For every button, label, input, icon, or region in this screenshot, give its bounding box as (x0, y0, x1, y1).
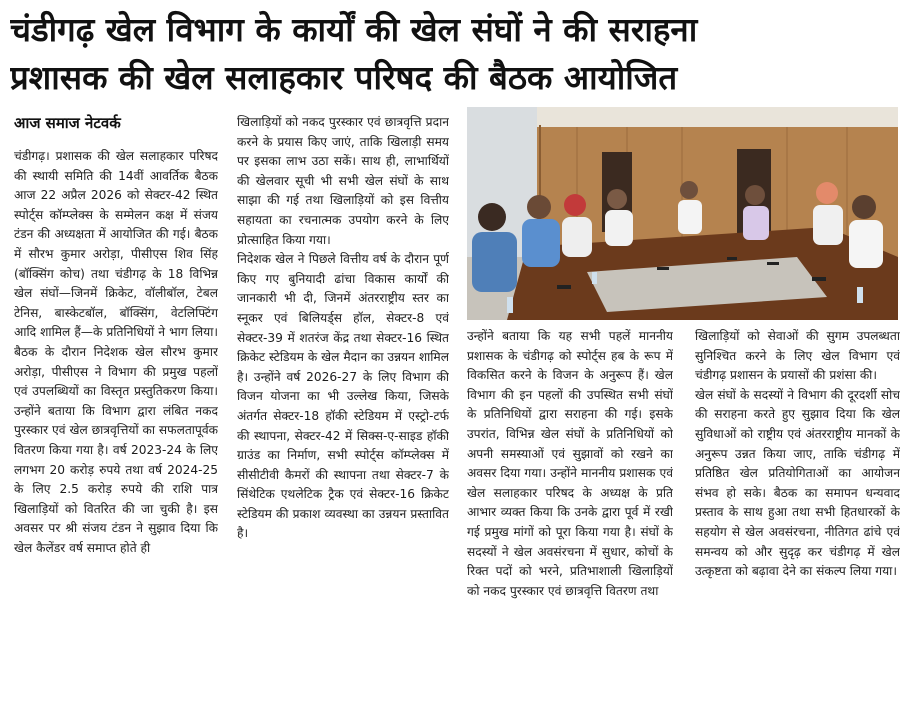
byline: आज समाज नेटवर्क (14, 114, 121, 132)
article-column-4 (695, 327, 900, 717)
article-paragraph: चंडीगढ़। प्रशासक की खेल सलाहकार परिषद की स्थायी समिति की 14वीं आवर्तिक बैठक आज 22 अप्रैल 2026 को सेक्टर-42 स्थित स्पोर्ट्स कॉम्प्लेक्स के सम्मेलन कक्ष में संजय टंडन की अध्यक्षता में आयोजित की गई। बैठक में सौरभ कुमार अरोड़ा, पीसीएस शिव सिंह (बॉक्सिंग कोच) तथा चंडीगढ़ के 18 विभिन्न खेल संघों—जिनमें क्रिकेट, वॉलीबॉल, टेबल टेनिस, बास्केटबॉल, बॉक्सिंग, वेटलिफ्टिंग आदि शामिल हैं—के प्रतिनिधियों ने भाग लिया।बैठक के दौरान निदेशक खेल सौरभ कुमार अरोड़ा, पीसीएस ने विभाग की प्रमुख पहलों एवं उपलब्धियों का विस्तृत प्रस्तुतिकरण किया। उन्होंने बताया कि विभाग द्वारा लंबित नकद पुरस्कार एवं खेल छात्रवृत्तियों का सफलतापूर्वक वितरण किया गया है। वर्ष 2023-24 के लिए लगभग 20 करोड़ रुपये तथा वर्ष 2024-25 के लिए 2.5 करोड़ रुपये की राशि पात्र खिलाड़ियों को वितरित की जा चुकी है। इस अवसर पर श्री संजय टंडन ने सुझाव दिया कि खेल कैलेंडर वर्ष समाप्त होते ही (14, 149, 218, 555)
headline-line-1: चंडीगढ़ खेल विभाग के कार्यों की खेल संघों ने की सराहना (10, 10, 698, 49)
article-paragraph: निदेशक खेल ने पिछले वित्तीय वर्ष के दौरान पूर्ण किए गए बुनियादी ढांचा विकास कार्यों की जानकारी भी दी, जिनमें अंतरराष्ट्रीय स्तर का स्नूकर एवं बिलियर्ड्स हॉल, सेक्टर-8 एवं सेक्टर-39 में शतरंज केंद्र तथा सेक्टर-16 स्थित क्रिकेट स्टेडियम के खेल मैदान का उन्नयन शामिल है। उन्होंने वर्ष 2026-27 के लिए विभाग की विजन योजना का भी उल्लेख किया, जिसके अंतर्गत सेक्टर-18 हॉकी स्टेडियम में एस्ट्रो-टर्फ की स्थापना, सेक्टर-42 में सिक्स-ए-साइड हॉकी ग्राउंड का निर्माण, सभी स्पोर्ट्स कॉम्प्लेक्स में सीसीटीवी कैमरों की स्थापना तथा सेक्टर-7 के सिंथेटिक एथलेटिक ट्रैक एवं सेक्टर-16 क्रिकेट स्टेडियम की प्रकाश व्यवस्था का उन्नयन प्रस्तावित है। (237, 252, 449, 541)
article-paragraph: उन्होंने बताया कि यह सभी पहलें माननीय प्रशासक के चंडीगढ़ को स्पोर्ट्स हब के रूप में विकसित करने के विजन के अनुरूप हैं। खेल विभाग की इन पहलों की उपस्थित सभी संघों के प्रतिनिधियों द्वारा सराहना की गई। इसके उपरांत, विभिन्न खेल संघों के प्रतिनिधियों को अपनी समस्याओं एवं सुझावों को रखने का अवसर दिया गया। उन्होंने माननीय प्रशासक एवं खेल सलाहकार परिषद के अध्यक्ष के प्रति आभार व्यक्त किया कि उनके द्वारा पूर्व में रखी गई प्रमुख मांगों को पूरा किया गया है। संघों के सदस्यों ने खेल अवसंरचना में सुधार, कोचों के रिक्त पदों को भरने, प्रतिभाशाली खिलाड़ियों को नकद पुरस्कार एवं छात्रवृत्ति वितरण तथा (467, 329, 673, 598)
article-column-3 (467, 327, 673, 717)
meeting-photo-icon (467, 107, 898, 320)
meeting-photo (467, 107, 898, 320)
article-column-2 (237, 113, 449, 717)
article-paragraph: खिलाड़ियों को नकद पुरस्कार एवं छात्रवृत्ति प्रदान करने के प्रयास किए जाएं, ताकि खिलाड़ी समय पर इसका लाभ उठा सकें। साथ ही, लाभार्थियों की खेलवार सूची भी सभी खेल संघों के साथ साझा की गई तथा खिलाड़ियों को इस वित्तीय सहायता का रचनात्मक उपयोग करने के लिए प्रोत्साहित किया गया। (237, 115, 449, 247)
article-paragraph: खेल संघों के सदस्यों ने विभाग की दूरदर्शी सोच की सराहना करते हुए सुझाव दिया कि खेल सुविधाओं को राष्ट्रीय एवं अंतरराष्ट्रीय मानकों के अनुरूप उन्नत किया जाए, ताकि चंडीगढ़ में प्रतिष्ठित खेल प्रतियोगिताओं का आयोजन संभव हो सके। बैठक का समापन धन्यवाद प्रस्ताव के साथ हुआ तथा सभी हितधारकों के सहयोग से खेल अवसंरचना, नीतिगत ढांचे एवं समन्वय को और सुदृढ़ कर चंडीगढ़ में खेल उत्कृष्टता को बढ़ावा देने का संकल्प लिया गया। (695, 387, 900, 579)
article-column-1 (14, 147, 218, 717)
headline (10, 6, 900, 102)
headline-line-2: प्रशासक की खेल सलाहकार परिषद की बैठक आयोजित (10, 58, 678, 97)
article-paragraph: खिलाड़ियों को सेवाओं की सुगम उपलब्धता सुनिश्चित करने के लिए खेल विभाग एवं चंडीगढ़ प्रशासन के प्रयासों की प्रशंसा की। (695, 329, 900, 383)
